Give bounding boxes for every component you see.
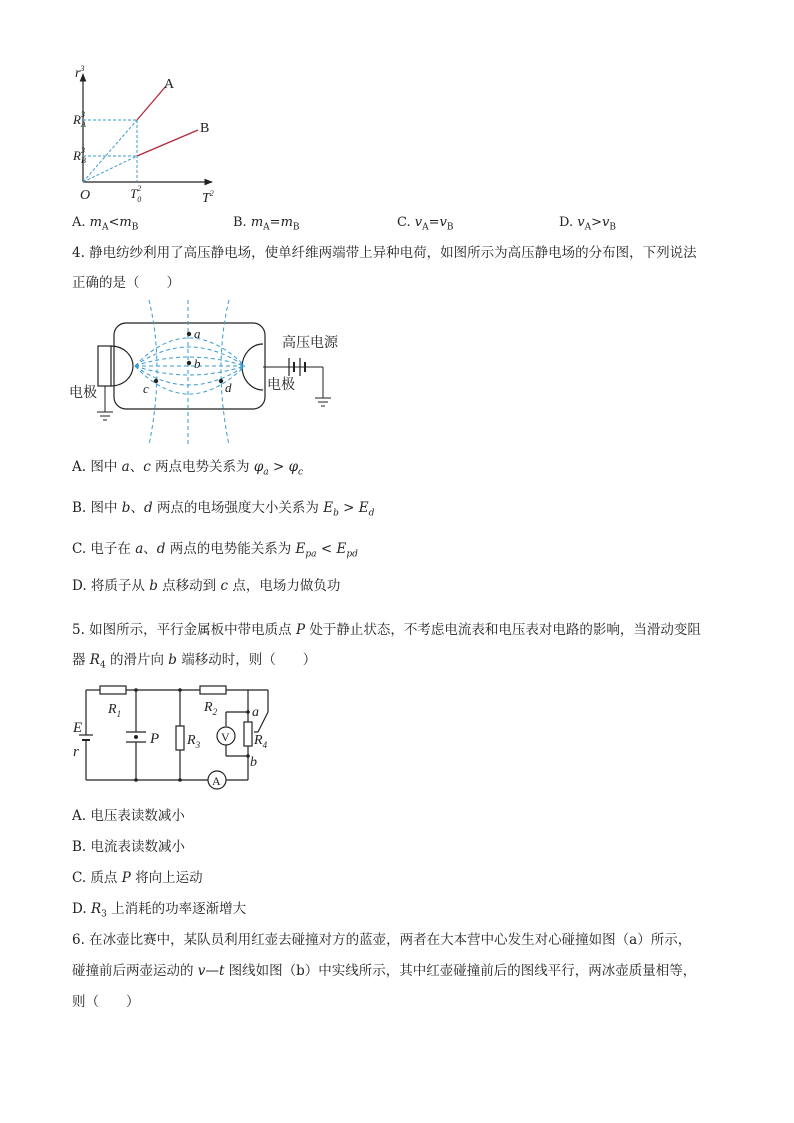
q3-option-d[interactable]: D. $v_A>v_B$ (559, 215, 616, 233)
q6-stem-line1: 6. 在冰壶比赛中，某队员利用红壶去碰撞对方的蓝壶，两者在大本营中心发生对心碰撞如图（a）所示， (72, 932, 692, 948)
svg-text:R2: $R_2$ (204, 700, 218, 717)
svg-text:R3B: $R^3$ B (73, 146, 86, 165)
svg-text:R3A: $R^3$ A (73, 110, 86, 129)
svg-text:高压电源: 高压电源 (282, 336, 338, 351)
svg-text:c: c (143, 381, 149, 396)
svg-text:电极: 电极 (267, 378, 295, 393)
dash-line-a (83, 120, 137, 182)
q3-option-b[interactable]: B. $m_A=m_B$ (233, 215, 300, 233)
svg-text:A: A (164, 77, 175, 92)
svg-text:O: O (80, 188, 91, 203)
q5-circuit (68, 680, 288, 795)
q3-option-c[interactable]: C. $v_A=v_B$ (397, 215, 454, 233)
svg-text:R3: $R_3$ (187, 733, 201, 750)
left-electrode (98, 346, 111, 386)
svg-text:T20: $T^2$ 0 (130, 184, 142, 204)
line-a (137, 86, 166, 120)
svg-text:d: d (225, 380, 232, 395)
svg-text:A: A (212, 774, 221, 788)
svg-text:V: V (221, 730, 230, 744)
q5-option-c[interactable]: C. 质点 P 将向上运动 (72, 870, 203, 886)
q5-option-d[interactable]: D. $R_3$ 上消耗的功率逐渐增大 (72, 901, 247, 920)
svg-text:R4: $R_4$ (254, 733, 268, 750)
q3-option-a[interactable]: A. $m_A<m_B$ (72, 215, 139, 233)
q5-option-b[interactable]: B. 电流表读数减小 (72, 839, 186, 855)
q4-option-a[interactable]: A. 图中 a、c 两点电势关系为 $\varphi_a > \varphi_c$ (72, 459, 304, 478)
svg-text:P: P (150, 731, 160, 747)
svg-text:r3: $r^3$ (75, 64, 85, 81)
q6-stem-line3: 则（ ） (72, 994, 140, 1010)
svg-text:b: b (194, 356, 201, 371)
q5-option-a[interactable]: A. 电压表读数减小 (72, 808, 185, 824)
svg-text:E: E (73, 720, 83, 736)
svg-text:R1: $R_1$ (108, 702, 122, 719)
svg-text:T2: $T^2$ (202, 189, 214, 206)
q4-stem-line1: 4. 静电纺纱利用了高压静电场，使单纤维两端带上异种电荷，如图所示为高压静电场的分布图，下列说法 (72, 245, 697, 261)
q6-stem-line2: 碰撞前后两壶运动的 v—t 图线如图（b）中实线所示，其中红壶碰撞前后的图线平行，两冰壶质量相等， (72, 963, 697, 979)
q4-stem-line2: 正确的是（ ） (72, 275, 180, 291)
q4-field-figure (65, 300, 365, 450)
dash-line-b (83, 156, 137, 182)
svg-text:a: a (252, 705, 259, 720)
q3-graph (62, 62, 232, 207)
q4-option-b[interactable]: B. 图中 b、d 两点的电场强度大小关系为 $E_b > E_d$ (72, 500, 375, 519)
svg-text:r: r (73, 744, 79, 760)
svg-text:电极: 电极 (69, 386, 97, 401)
svg-text:a: a (194, 326, 201, 341)
q4-option-d[interactable]: D. 将质子从 b 点移动到 c 点，电场力做负功 (72, 578, 341, 594)
line-b (137, 130, 198, 156)
q4-option-c[interactable]: C. 电子在 a、d 两点的电势能关系为 $E_{pa} < E_{pd}$ (72, 541, 358, 560)
q5-stem-line2: 器 $R_4$ 的滑片向 b 端移动时，则（ ） (72, 652, 317, 671)
svg-text:B: B (200, 121, 210, 136)
svg-text:b: b (250, 755, 257, 770)
q5-stem-line1: 5. 如图所示，平行金属板中带电质点 P 处于静止状态，不考虑电流表和电压表对电路的影响，当滑动变阻 (72, 622, 701, 638)
